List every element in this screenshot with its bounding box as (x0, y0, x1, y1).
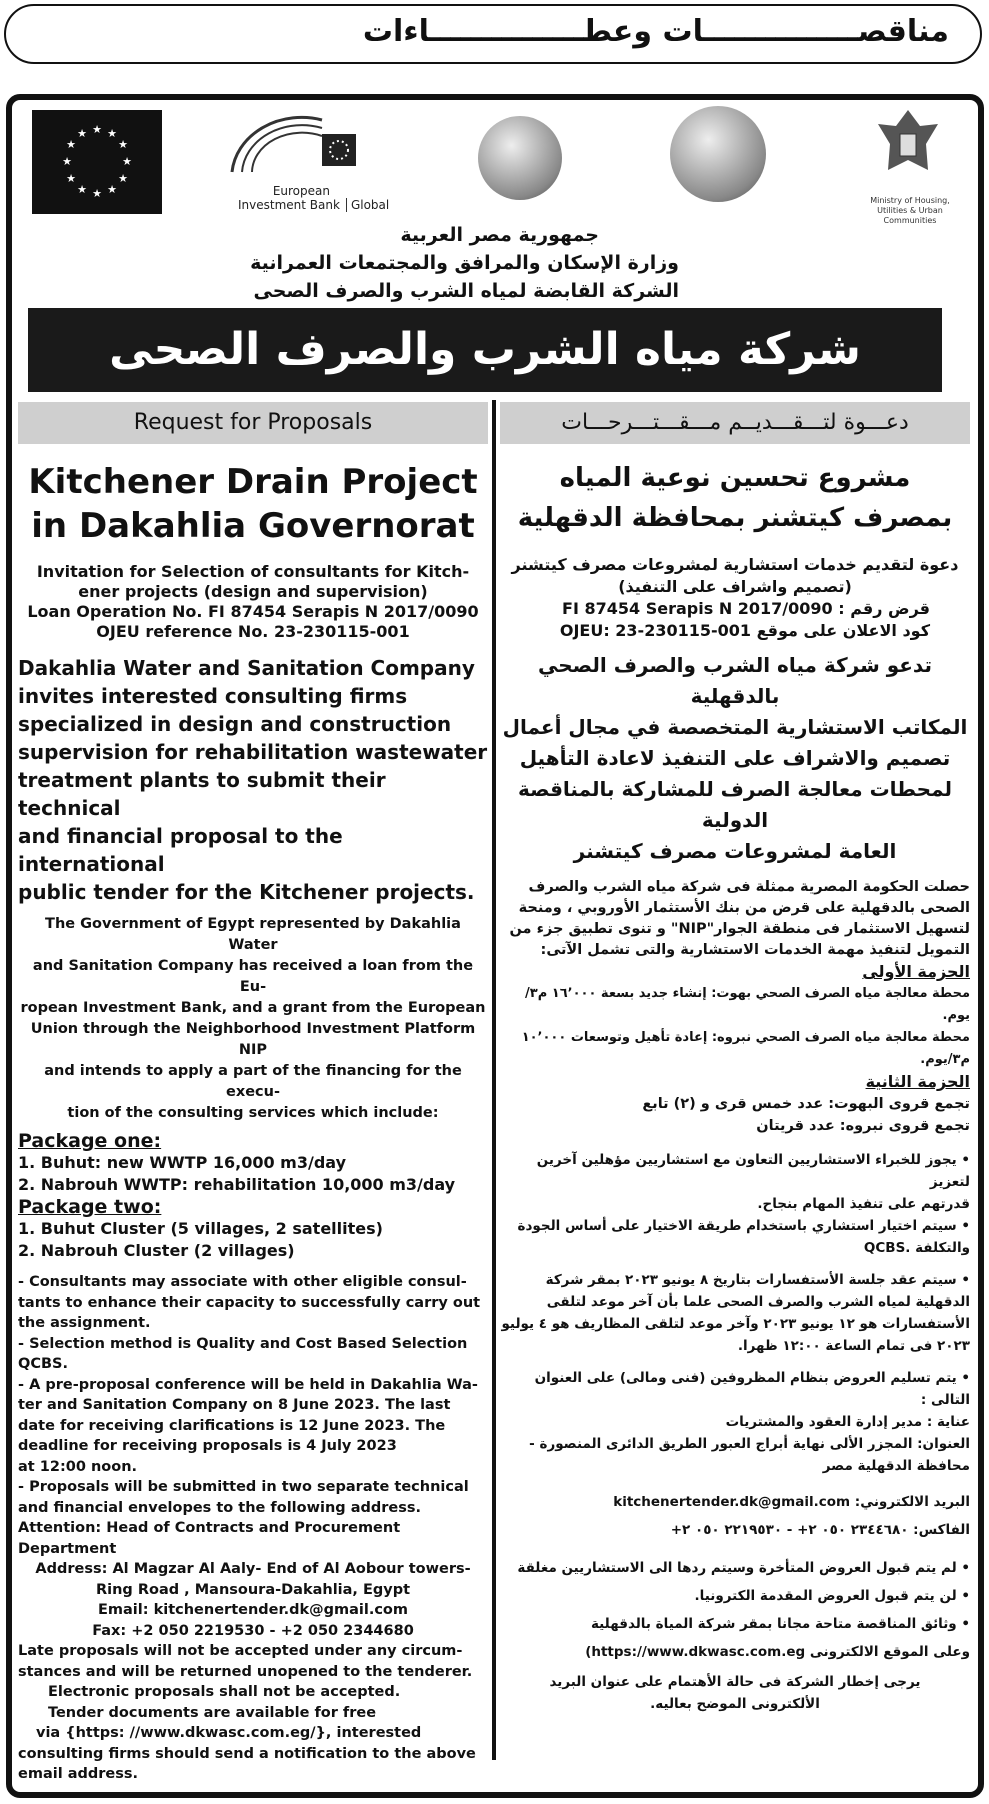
term-line: the assignment. (18, 1315, 151, 1331)
ar-package-two-title: الحزمة الثانية (865, 1072, 970, 1091)
ar-invite-line: لمحطات معالجة الصرف للمشاركة بالمناقصة الدولية (517, 777, 952, 832)
ar-package-item: تجمع قروى نبروه: عدد قريتان (756, 1118, 970, 1134)
ministry-caption-line2: Utilities & Urban Communities (877, 206, 943, 225)
ar-site-line: وعلى الموقع الالكترونى https://www.dkwasc.com.eg) (585, 1644, 970, 1660)
ar-project-title (500, 458, 970, 538)
late-line: stances and will be returned unopened to the tenderer. (18, 1663, 473, 1680)
ar-term-line: • سيتم عقد جلسة الأستفسارات بتاريخ ٨ يونيو ٢٠٢٣ بمقر شركة (545, 1272, 970, 1288)
ar-term-line: • يتم تسليم العروض بنظام المظروفين (فنى ومالى) على العنوان التالى : (534, 1370, 970, 1408)
ar-invite-line: العامة لمشروعات مصرف كيتشنر (573, 839, 897, 863)
ar-title-line2: بمصرف كيتشنر بمحافظة الدقهلية (517, 503, 953, 533)
rfp-label: Request for Proposals (18, 402, 488, 444)
ar-note-line: • لم يتم قبول العروض المتأخرة وسيتم ردها الى الاستشاريين مغلقة (517, 1560, 970, 1576)
ar-term-line: العنوان: المجزر الألى نهاية أبراج العبور الطريق الدائرى المنصورة - (529, 1436, 970, 1452)
term-line: - Proposals will be submitted in two separate technical (18, 1479, 469, 1495)
ar-title-line1: مشروع تحسين نوعية المياه (559, 463, 911, 493)
ar-loan-block (500, 598, 970, 642)
loan-operation: Loan Operation No. FI 87454 Serapis N 2017/0090 (27, 602, 479, 621)
ar-gov-line: الصحى بالدقهلية على قرض من بنك الأستثمار الأوروبي ، ومنحة (518, 900, 970, 916)
docs-line: consulting firms should send a notification to the above (18, 1745, 476, 1762)
gov-line: and intends to apply a part of the financing for the execu- (44, 1063, 462, 1100)
gov-line: tion of the consulting services which include: (67, 1105, 439, 1121)
term-line: - Selection method is Quality and Cost Based Selection (18, 1335, 468, 1352)
ar-gov-line: التمويل لتنفيذ مهمة الخدمات الاستشارية والتى تشمل الآتى: (540, 942, 970, 958)
ar-notify-line: الألكترونى الموضح بعاليه. (650, 1696, 820, 1712)
svg-text:★: ★ (122, 155, 132, 168)
ar-gov-line: حصلت الحكومة المصرية ممثلة فى شركة مياه الشرب والصرف (528, 879, 970, 895)
ar-government-paragraph (500, 877, 970, 961)
late-line: Late proposals will not be accepted under any circum- (18, 1643, 463, 1659)
ar-invite-line: تدعو شركة مياه الشرب والصرف الصحي بالدقهلية (538, 653, 932, 708)
ar-term-line: محافظة الدقهلية مصر (822, 1458, 970, 1474)
docs-line: email address. (18, 1766, 139, 1782)
ar-email-value: kitchenertender.dk@gmail.com (613, 1494, 851, 1510)
ar-sub-block (500, 554, 970, 598)
intro-line2: ener projects (design and supervision) (78, 582, 428, 601)
invite-line: treatment plants to submit their technical (18, 768, 386, 820)
address-line: Ring Road , Mansoura-Dakahlia, Egypt (95, 1581, 411, 1598)
ar-notify-line: يرجى إخطار الشركة فى حالة الأهتمام على عنوان البريد (549, 1674, 921, 1690)
package-one-item: 2. Nabrouh WWTP: rehabilitation 10,000 m3/day (18, 1175, 456, 1194)
ar-holding-line: الشركة القابضة لمياه الشرب والصرف الصحى (253, 280, 679, 302)
government-paragraph (18, 914, 488, 1124)
ar-note-line: • وثائق المناقصة متاحة مجانا بمقر شركة المياة بالدقهلية (590, 1616, 970, 1632)
term-line: at 12:00 noon. (18, 1458, 138, 1475)
term-line: - Consultants may associate with other eligible consul- (18, 1274, 467, 1290)
ar-gov-line: لتسهيل الاستثمار فى منطقة الجوار"NIP" و تنوى تطبيق جزء من (509, 921, 970, 937)
ar-term-line: ٢٠٢٣ فى تمام الساعة ١٢:٠٠ ظهرا. (737, 1338, 970, 1354)
gov-line: ropean Investment Bank, and a grant from the European (20, 1000, 486, 1016)
eib-caption (238, 184, 389, 212)
ar-term-line: عناية : مدير إدارة العقود والمشتريات (725, 1414, 970, 1430)
term-line: deadline for receiving proposals is 4 July 2023 (18, 1438, 397, 1454)
svg-text:★: ★ (66, 138, 76, 151)
ar-invite-line: المكاتب الاستشارية المتخصصة في مجال أعمال (502, 715, 968, 739)
eib-name-line2: Investment Bank (238, 198, 340, 212)
svg-text:★: ★ (92, 187, 102, 200)
svg-text:★: ★ (118, 138, 128, 151)
invite-line: supervision for rehabilitation wastewater (18, 740, 488, 764)
svg-text:★: ★ (77, 127, 87, 140)
ar-invite-paragraph (500, 650, 970, 867)
project-title (18, 460, 488, 548)
ar-term-line: • سيتم اختيار استشاري باستخدام طريقة الاختيار على أساس الجودة (517, 1218, 970, 1234)
term-line: QCBS. (18, 1356, 68, 1372)
ar-ministry-line: وزارة الإسكان والمرافق والمجتمعات العمرانية (250, 252, 679, 274)
ar-ojeu-label: كود الاعلان على موقع (756, 621, 930, 640)
svg-text:★: ★ (107, 127, 117, 140)
arabic-column (500, 402, 970, 1715)
ar-terms-list (500, 1149, 970, 1715)
eib-name-line1: European (272, 184, 330, 198)
term-line: ter and Sanitation Company on 8 June 2023. The last (18, 1397, 451, 1413)
project-title-line1: Kitchener Drain Project (28, 462, 478, 502)
dakahlia-water-logo (478, 116, 562, 200)
ar-term-line: • يجوز للخبراء الاستشاريين التعاون مع استشاريين مؤهلين آخرين لتعزيز (536, 1152, 970, 1190)
ar-package-item: محطة معالجة مياه الصرف الصحي نبروه: إعادة تأهيل وتوسعات ١٠٬٠٠٠ م٣/يوم. (521, 1030, 970, 1067)
email-line: Email: kitchenertender.dk@gmail.com (98, 1602, 408, 1618)
ministry-caption (850, 196, 970, 226)
invitation-block (18, 562, 488, 642)
ar-term-line: والتكلفة .QCBS (863, 1240, 970, 1256)
package-two-title: Package two: (18, 1196, 162, 1218)
term-line: and financial envelopes to the following address. (18, 1499, 422, 1516)
svg-text:★: ★ (77, 183, 87, 196)
ar-fax-line: الفاكس: ٢٣٤٤٦٨٠ ٠٥٠ ٢+ - ٢٢١٩٥٣٠ ٠٥٠ ٢+ (670, 1522, 970, 1538)
ar-sub-line: دعوة لتقديم خدمات استشارية لمشروعات مصرف كيتشنر (511, 555, 959, 574)
invite-line: Dakahlia Water and Sanitation Company (18, 656, 475, 680)
svg-text:★: ★ (92, 123, 102, 136)
section-title: مناقصـــــــــــــــات وعطـــــــــــــــاءات (362, 14, 949, 49)
terms-list (18, 1272, 488, 1785)
attention-line: Attention: Head of Contracts and Procurement Department (18, 1520, 401, 1557)
svg-text:★: ★ (118, 172, 128, 185)
package-one-title: Package one: (18, 1130, 162, 1152)
invite-line: and financial proposal to the international (18, 824, 343, 876)
ar-email-label: البريد الالكتروني: (854, 1494, 970, 1510)
package-one-item: 1. Buhut: new WWTP 16,000 m3/day (18, 1153, 347, 1172)
company-banner: شركة مياه الشرب والصرف الصحى (28, 308, 942, 392)
ojeu-reference: OJEU reference No. 23-230115-001 (96, 622, 410, 641)
ar-sub-line: (تصميم واشراف على التنفيذ) (618, 577, 852, 596)
packages (18, 1130, 488, 1262)
ar-packages (500, 961, 970, 1137)
ar-loan-value: FI 87454 Serapis N 2017/0090 (562, 599, 833, 618)
ar-package-item: تجمع قروى البهوت: عدد خمس قرى و (٢) تابع (642, 1096, 970, 1112)
ar-ojeu-value: OJEU: 23-230115-001 (559, 621, 752, 640)
gov-line: The Government of Egypt represented by Dakahlia Water (45, 916, 461, 953)
ar-term-line: الأستفسارات هو ١٢ يونيو ٢٠٢٣ وآخر موعد لتلقى المظاريف هو ٤ يوليو (501, 1316, 970, 1332)
ar-note-line: • لن يتم قبول العروض المقدمة الكترونيا. (694, 1588, 970, 1604)
term-line: tants to enhance their capacity to successfully carry out (18, 1294, 481, 1311)
svg-text:★: ★ (66, 172, 76, 185)
gov-line: and Sanitation Company has received a loan from the Eu- (32, 958, 474, 995)
docs-line: via {https: //www.dkwasc.com.eg/}, interested (36, 1725, 422, 1741)
intro-line1: Invitation for Selection of consultants for Kitch- (36, 562, 470, 581)
ar-package-item: محطة معالجة مياه الصرف الصحي بهوت: إنشاء جديد بسعة ١٦٬٠٠٠ م٣/يوم. (525, 986, 970, 1023)
column-divider (492, 400, 496, 1760)
eib-global: Global (346, 198, 389, 212)
ministry-eagle-logo (868, 104, 948, 184)
term-line: date for receiving clarifications is 12 June 2023. The (18, 1417, 446, 1434)
svg-text:★: ★ (107, 183, 117, 196)
gov-line: Union through the Neighborhood Investment Platform NIP (30, 1021, 476, 1058)
ar-country-line: جمهورية مصر العربية (400, 224, 599, 246)
ar-package-one-title: الحزمة الأولى (862, 962, 970, 981)
ar-term-line: الدقهلية لمياه الشرب والصرف الصحى علما بأن آخر موعد لتلقى (546, 1294, 970, 1310)
invite-paragraph (18, 654, 488, 906)
fax-line: Fax: +2 050 2219530 - +2 050 2344680 (92, 1622, 414, 1639)
package-two-item: 1. Buhut Cluster (5 villages, 2 satellites) (18, 1219, 383, 1238)
english-column (18, 402, 488, 1785)
ar-loan-label: قرض رقم : (838, 599, 930, 618)
ministry-caption-line1: Ministry of Housing, (870, 196, 950, 205)
ar-rfp-label: دعـــوة لتـــقـــديــم مـــقـــتـــرحـــات (500, 402, 970, 444)
electronic-line: Electronic proposals shall not be accepted. (48, 1684, 401, 1700)
project-title-line2: in Dakahlia Governorat (31, 506, 475, 546)
eu-flag-logo (32, 110, 162, 214)
hcww-logo (670, 106, 766, 202)
package-two-item: 2. Nabrouh Cluster (2 villages) (18, 1241, 295, 1260)
ar-term-line: قدرتهم على تنفيذ المهام بنجاح. (757, 1196, 970, 1212)
invite-line: specialized in design and construction (18, 712, 452, 736)
ar-invite-line: تصميم والاشراف على التنفيذ لاعادة التأهيل (519, 746, 951, 770)
invite-line: public tender for the Kitchener projects. (18, 880, 475, 904)
docs-line: Tender documents are available for free (48, 1704, 377, 1721)
svg-text:★: ★ (62, 155, 72, 168)
address-line: Address: Al Magzar Al Aaly- End of Al Aobour towers- (35, 1561, 471, 1577)
term-line: - A pre-proposal conference will be held in Dakahlia Wa- (18, 1376, 478, 1393)
invite-line: invites interested consulting firms (18, 684, 408, 708)
